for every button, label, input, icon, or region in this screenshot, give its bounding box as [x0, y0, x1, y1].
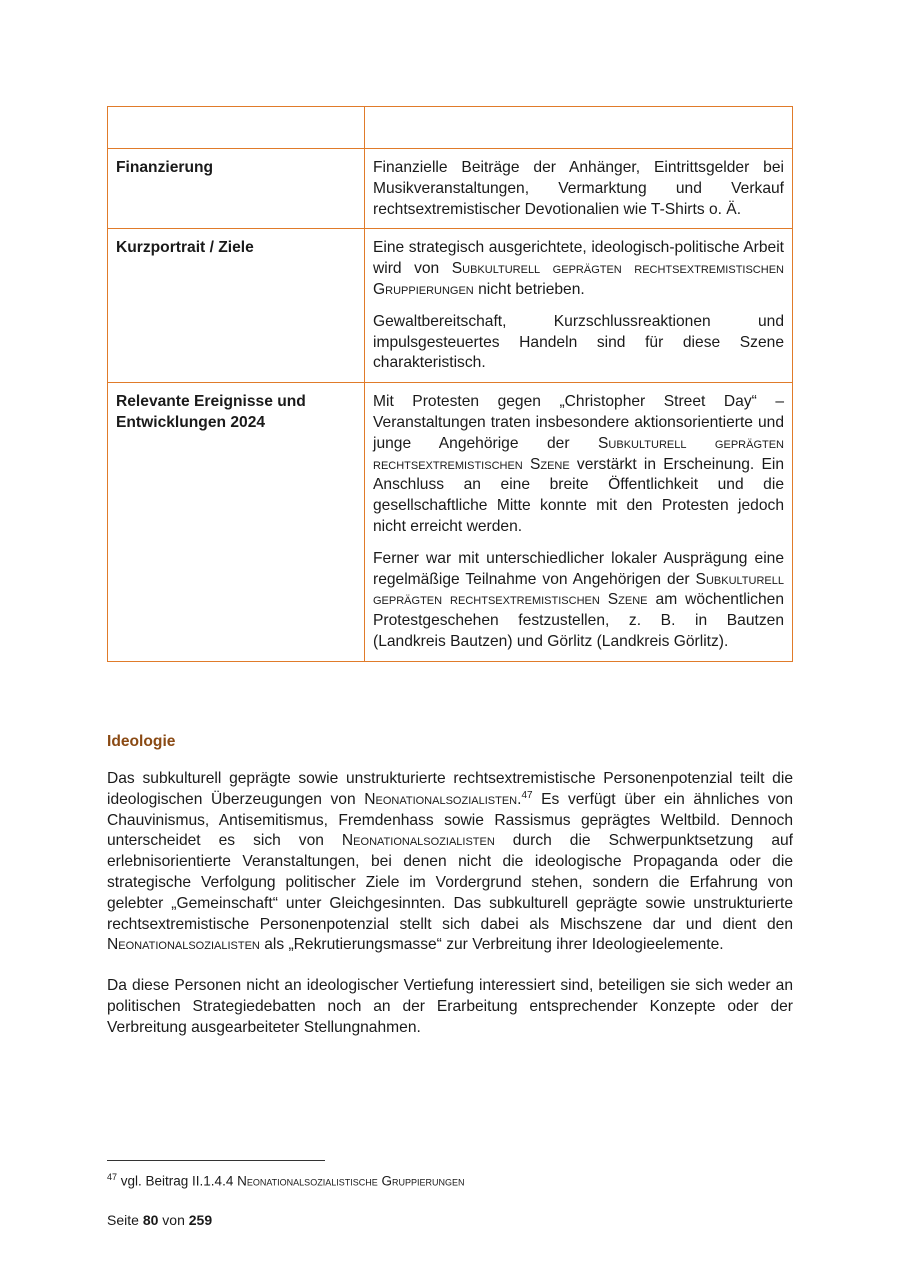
page-number-footer [107, 1212, 212, 1228]
footnote-number: 47 [107, 1172, 118, 1182]
row-label: Relevante Ereignisse und Entwicklungen 2024 [108, 383, 365, 662]
cell-paragraph [373, 392, 784, 538]
row-value [365, 229, 793, 383]
text-run: Da diese Personen nicht an ideologischer Vertiefung interessiert sind, beteiligen sie sich weder an politischen Strategiedebatten noch an der Erarbeitung entsprechender Konzepte oder der Verbreitung ausgearbeiteter Stellungnahmen. [107, 977, 793, 1036]
body-paragraph [107, 976, 793, 1038]
text-run: Mit Protesten gegen „Christopher Street Day“ – Veranstaltungen traten insbesondere aktionsorientierte und junge Angehörige der [373, 393, 784, 452]
footnote-47 [107, 1168, 464, 1191]
cell-paragraph [373, 312, 784, 374]
table-row [108, 229, 793, 383]
facts-table-body [108, 107, 793, 662]
cell-paragraph [373, 158, 784, 220]
text-run: Das subkulturell geprägte sowie unstrukturierte rechtsextremistische Personenpotenzial teilt die ideologischen Überzeugungen von [107, 770, 793, 808]
table-row [108, 383, 793, 662]
row-label [108, 107, 365, 149]
text-run: als „Rekrutierungsmasse“ zur Verbreitung ihrer Ideologieelemente. [259, 936, 724, 954]
page-middle: von [158, 1212, 189, 1228]
cell-paragraph [373, 549, 784, 653]
row-value [365, 149, 793, 229]
section-heading-ideologie: Ideologie [107, 733, 176, 750]
body-paragraph [107, 769, 793, 956]
facts-table [107, 106, 793, 662]
text-run: Eine strategisch ausgerichtete, ideologisch-politische Arbeit wird von [373, 239, 784, 278]
text-run: verstärkt in Erscheinung. Ein Anschluss an eine breite Öffentlichkeit und die gesellschaftliche Mitte konnte mit den Protesten jedoch nicht erreicht werden. [373, 455, 784, 535]
row-label: Kurzportrait / Ziele [108, 229, 365, 383]
ideologie-body-text [107, 769, 793, 1059]
footnote-separator [107, 1160, 325, 1161]
text-run: Gewaltbereitschaft, Kurzschlussreaktionen und impulsgesteuertes Handeln sind für diese Szene charakteristisch. [373, 312, 784, 372]
footnote-text: vgl. Beitrag II.1.4.4 [117, 1173, 238, 1189]
text-run: durch die Schwerpunktsetzung auf erlebnisorientierte Veranstaltungen, bei denen nicht die ideologische Propaganda oder die strategische Verfolgung politischer Ziele im Vordergrund stehen, sondern die Erfahrung von gelebter „Gemeinschaft“ unter Gleichgesinnten. Das subkulturell geprägte sowie unstrukturierte rechtsextremistische Personenpotenzial stellt sich dabei als Mischszene dar und dient den [107, 832, 793, 933]
cell-paragraph [373, 238, 784, 300]
text-run: nicht betrieben. [473, 280, 585, 298]
term-small-caps: Subkulturell geprägten rechtsextremistischen Gruppierungen [373, 260, 784, 298]
footnote-reference: Neonationalsozialistische Gruppierungen [237, 1173, 465, 1189]
term-small-caps: Subkulturell geprägten rechtsextremistischen Szene [373, 434, 784, 473]
text-run: Finanzielle Beiträge der Anhänger, Eintrittsgelder bei Musikveranstaltungen, Vermarktung und Verkauf rechtsextremistischer Devotionalien wie T-Shirts o. Ä. [373, 159, 784, 218]
table-row [108, 149, 793, 229]
row-value [365, 107, 793, 149]
text-run: am wöchentlichen Protestgeschehen festzustellen, z. B. in Bautzen (Landkreis Bautzen) und Görlitz (Landkreis Görlitz). [373, 591, 784, 650]
total-pages: 259 [188, 1212, 213, 1228]
term-small-caps: Neonationalsozialisten [107, 936, 260, 954]
page-prefix: Seite [107, 1212, 143, 1228]
row-label: Finanzierung [108, 149, 365, 229]
term-small-caps: Neonationalsozialisten [364, 790, 518, 808]
current-page: 80 [142, 1212, 159, 1228]
text-run: . [517, 790, 522, 808]
term-small-caps: Subkulturell geprägten rechtsextremistischen Szene [373, 570, 784, 609]
term-small-caps: Neonationalsozialisten [341, 832, 495, 850]
text-run: Es verfügt über ein ähnliches von Chauvinismus, Antisemitismus, Fremdenhass sowie Rassismus geprägtes Weltbild. Dennoch unterscheidet es sich von [107, 790, 793, 850]
footnote-marker: 47 [521, 789, 533, 801]
row-value [365, 383, 793, 662]
table-row [108, 107, 793, 149]
text-run: Ferner war mit unterschiedlicher lokaler Ausprägung eine regelmäßige Teilnahme von Angehörigen der [373, 549, 784, 588]
